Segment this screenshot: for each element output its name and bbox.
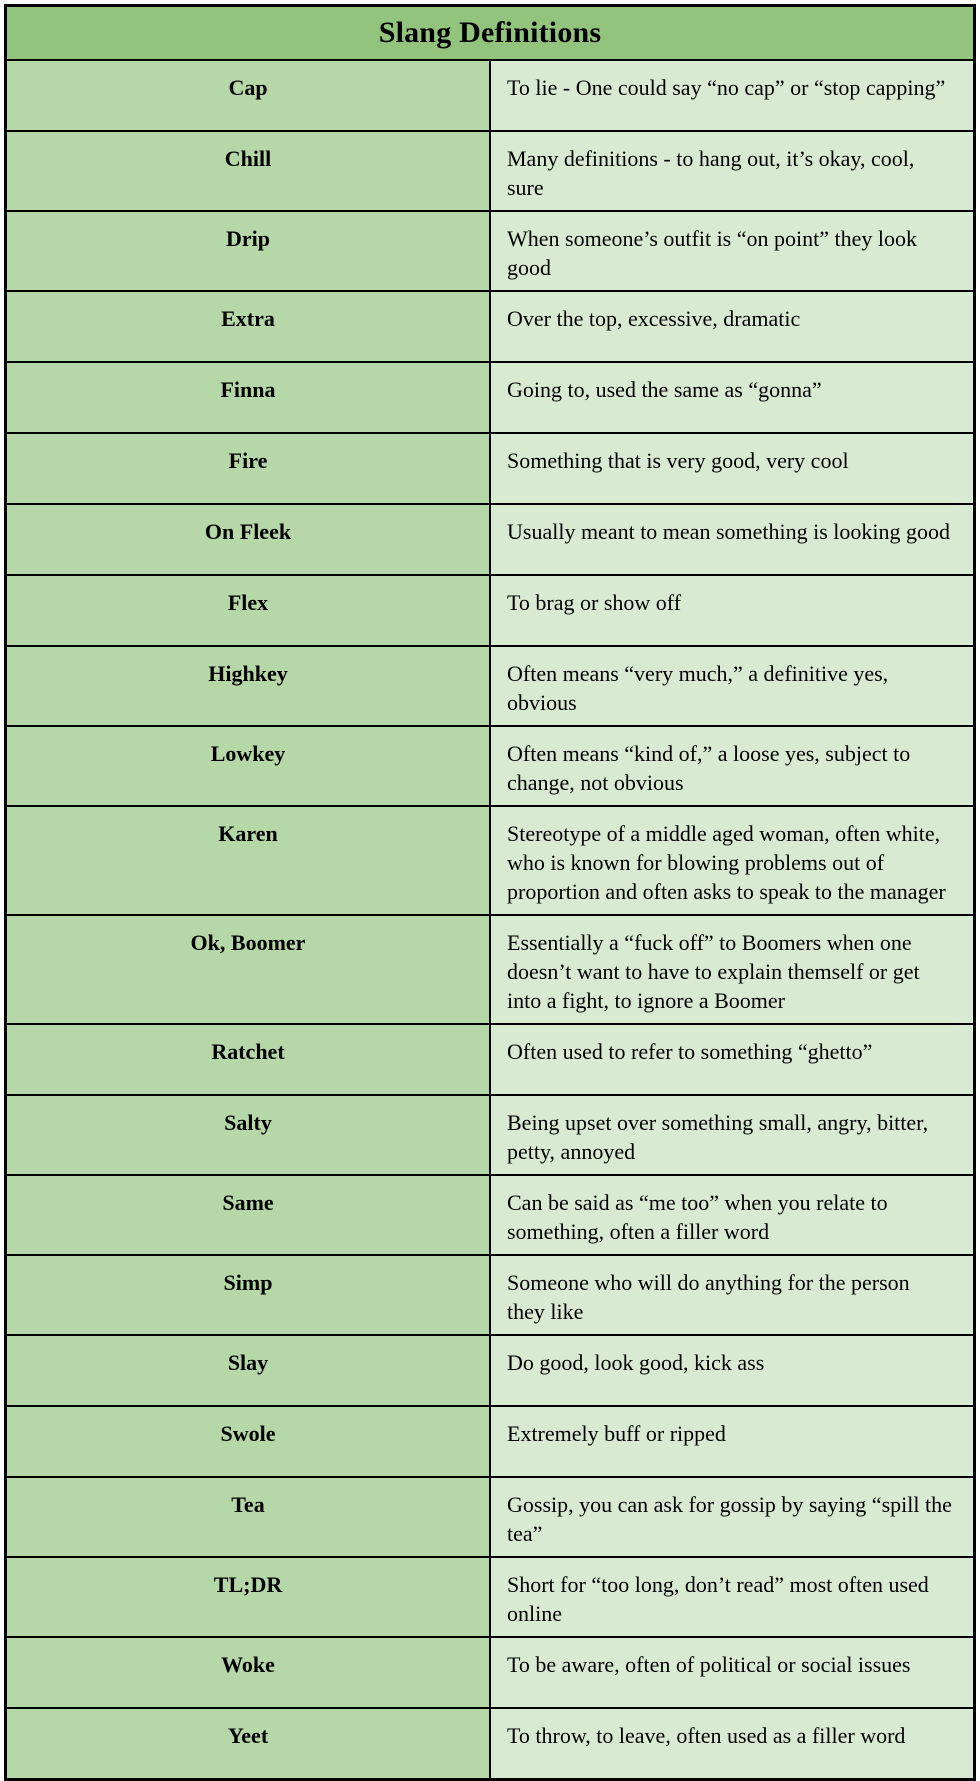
definition-cell: To brag or show off xyxy=(490,575,975,646)
definition-cell: Short for “too long, don’t read” most often used online xyxy=(490,1557,975,1637)
table-row xyxy=(6,1255,975,1335)
table-row xyxy=(6,1024,975,1095)
definition-cell: Do good, look good, kick ass xyxy=(490,1335,975,1406)
definition-cell: Often used to refer to something “ghetto” xyxy=(490,1024,975,1095)
definition-cell: To be aware, often of political or social issues xyxy=(490,1637,975,1708)
table-row xyxy=(6,646,975,726)
table-row xyxy=(6,1708,975,1780)
definition-cell: Gossip, you can ask for gossip by saying “spill the tea” xyxy=(490,1477,975,1557)
definition-cell: Many definitions - to hang out, it’s okay, cool, sure xyxy=(490,131,975,211)
definition-cell: To lie - One could say “no cap” or “stop capping” xyxy=(490,60,975,131)
term-cell: Finna xyxy=(6,362,491,433)
definition-cell: Can be said as “me too” when you relate to something, often a filler word xyxy=(490,1175,975,1255)
term-cell: Chill xyxy=(6,131,491,211)
table-row xyxy=(6,1335,975,1406)
term-cell: Ratchet xyxy=(6,1024,491,1095)
term-cell: Tea xyxy=(6,1477,491,1557)
term-cell: TL;DR xyxy=(6,1557,491,1637)
term-cell: On Fleek xyxy=(6,504,491,575)
definition-cell: Being upset over something small, angry, bitter, petty, annoyed xyxy=(490,1095,975,1175)
table-row xyxy=(6,131,975,211)
definition-cell: Something that is very good, very cool xyxy=(490,433,975,504)
definition-cell: Often means “kind of,” a loose yes, subject to change, not obvious xyxy=(490,726,975,806)
term-cell: Ok, Boomer xyxy=(6,915,491,1024)
term-cell: Simp xyxy=(6,1255,491,1335)
table-row xyxy=(6,1477,975,1557)
definition-cell: Going to, used the same as “gonna” xyxy=(490,362,975,433)
term-cell: Flex xyxy=(6,575,491,646)
slang-definitions-table xyxy=(4,4,976,1781)
term-cell: Salty xyxy=(6,1095,491,1175)
definition-cell: Someone who will do anything for the person they like xyxy=(490,1255,975,1335)
title-row xyxy=(6,6,975,61)
definition-cell: Stereotype of a middle aged woman, often white, who is known for blowing problems out of proportion and often asks to speak to the manager xyxy=(490,806,975,915)
table-row xyxy=(6,504,975,575)
table-row xyxy=(6,1637,975,1708)
definition-cell: To throw, to leave, often used as a filler word xyxy=(490,1708,975,1780)
term-cell: Same xyxy=(6,1175,491,1255)
term-cell: Swole xyxy=(6,1406,491,1477)
definition-cell: When someone’s outfit is “on point” they look good xyxy=(490,211,975,291)
definition-cell: Often means “very much,” a definitive yes, obvious xyxy=(490,646,975,726)
term-cell: Karen xyxy=(6,806,491,915)
table-title: Slang Definitions xyxy=(6,6,975,61)
definition-cell: Usually meant to mean something is looking good xyxy=(490,504,975,575)
term-cell: Lowkey xyxy=(6,726,491,806)
term-cell: Extra xyxy=(6,291,491,362)
term-cell: Cap xyxy=(6,60,491,131)
term-cell: Woke xyxy=(6,1637,491,1708)
table-row xyxy=(6,575,975,646)
table-row xyxy=(6,1557,975,1637)
table-row xyxy=(6,1406,975,1477)
table-row xyxy=(6,1095,975,1175)
definition-cell: Extremely buff or ripped xyxy=(490,1406,975,1477)
table-row xyxy=(6,211,975,291)
table-row xyxy=(6,291,975,362)
term-cell: Drip xyxy=(6,211,491,291)
term-cell: Slay xyxy=(6,1335,491,1406)
term-cell: Highkey xyxy=(6,646,491,726)
definition-cell: Over the top, excessive, dramatic xyxy=(490,291,975,362)
table-row xyxy=(6,433,975,504)
definition-cell: Essentially a “fuck off” to Boomers when one doesn’t want to have to explain themself or get into a fight, to ignore a Boomer xyxy=(490,915,975,1024)
table-row xyxy=(6,726,975,806)
table-row xyxy=(6,60,975,131)
table-row xyxy=(6,1175,975,1255)
table-row xyxy=(6,806,975,915)
table-row xyxy=(6,362,975,433)
term-cell: Fire xyxy=(6,433,491,504)
table-row xyxy=(6,915,975,1024)
term-cell: Yeet xyxy=(6,1708,491,1780)
